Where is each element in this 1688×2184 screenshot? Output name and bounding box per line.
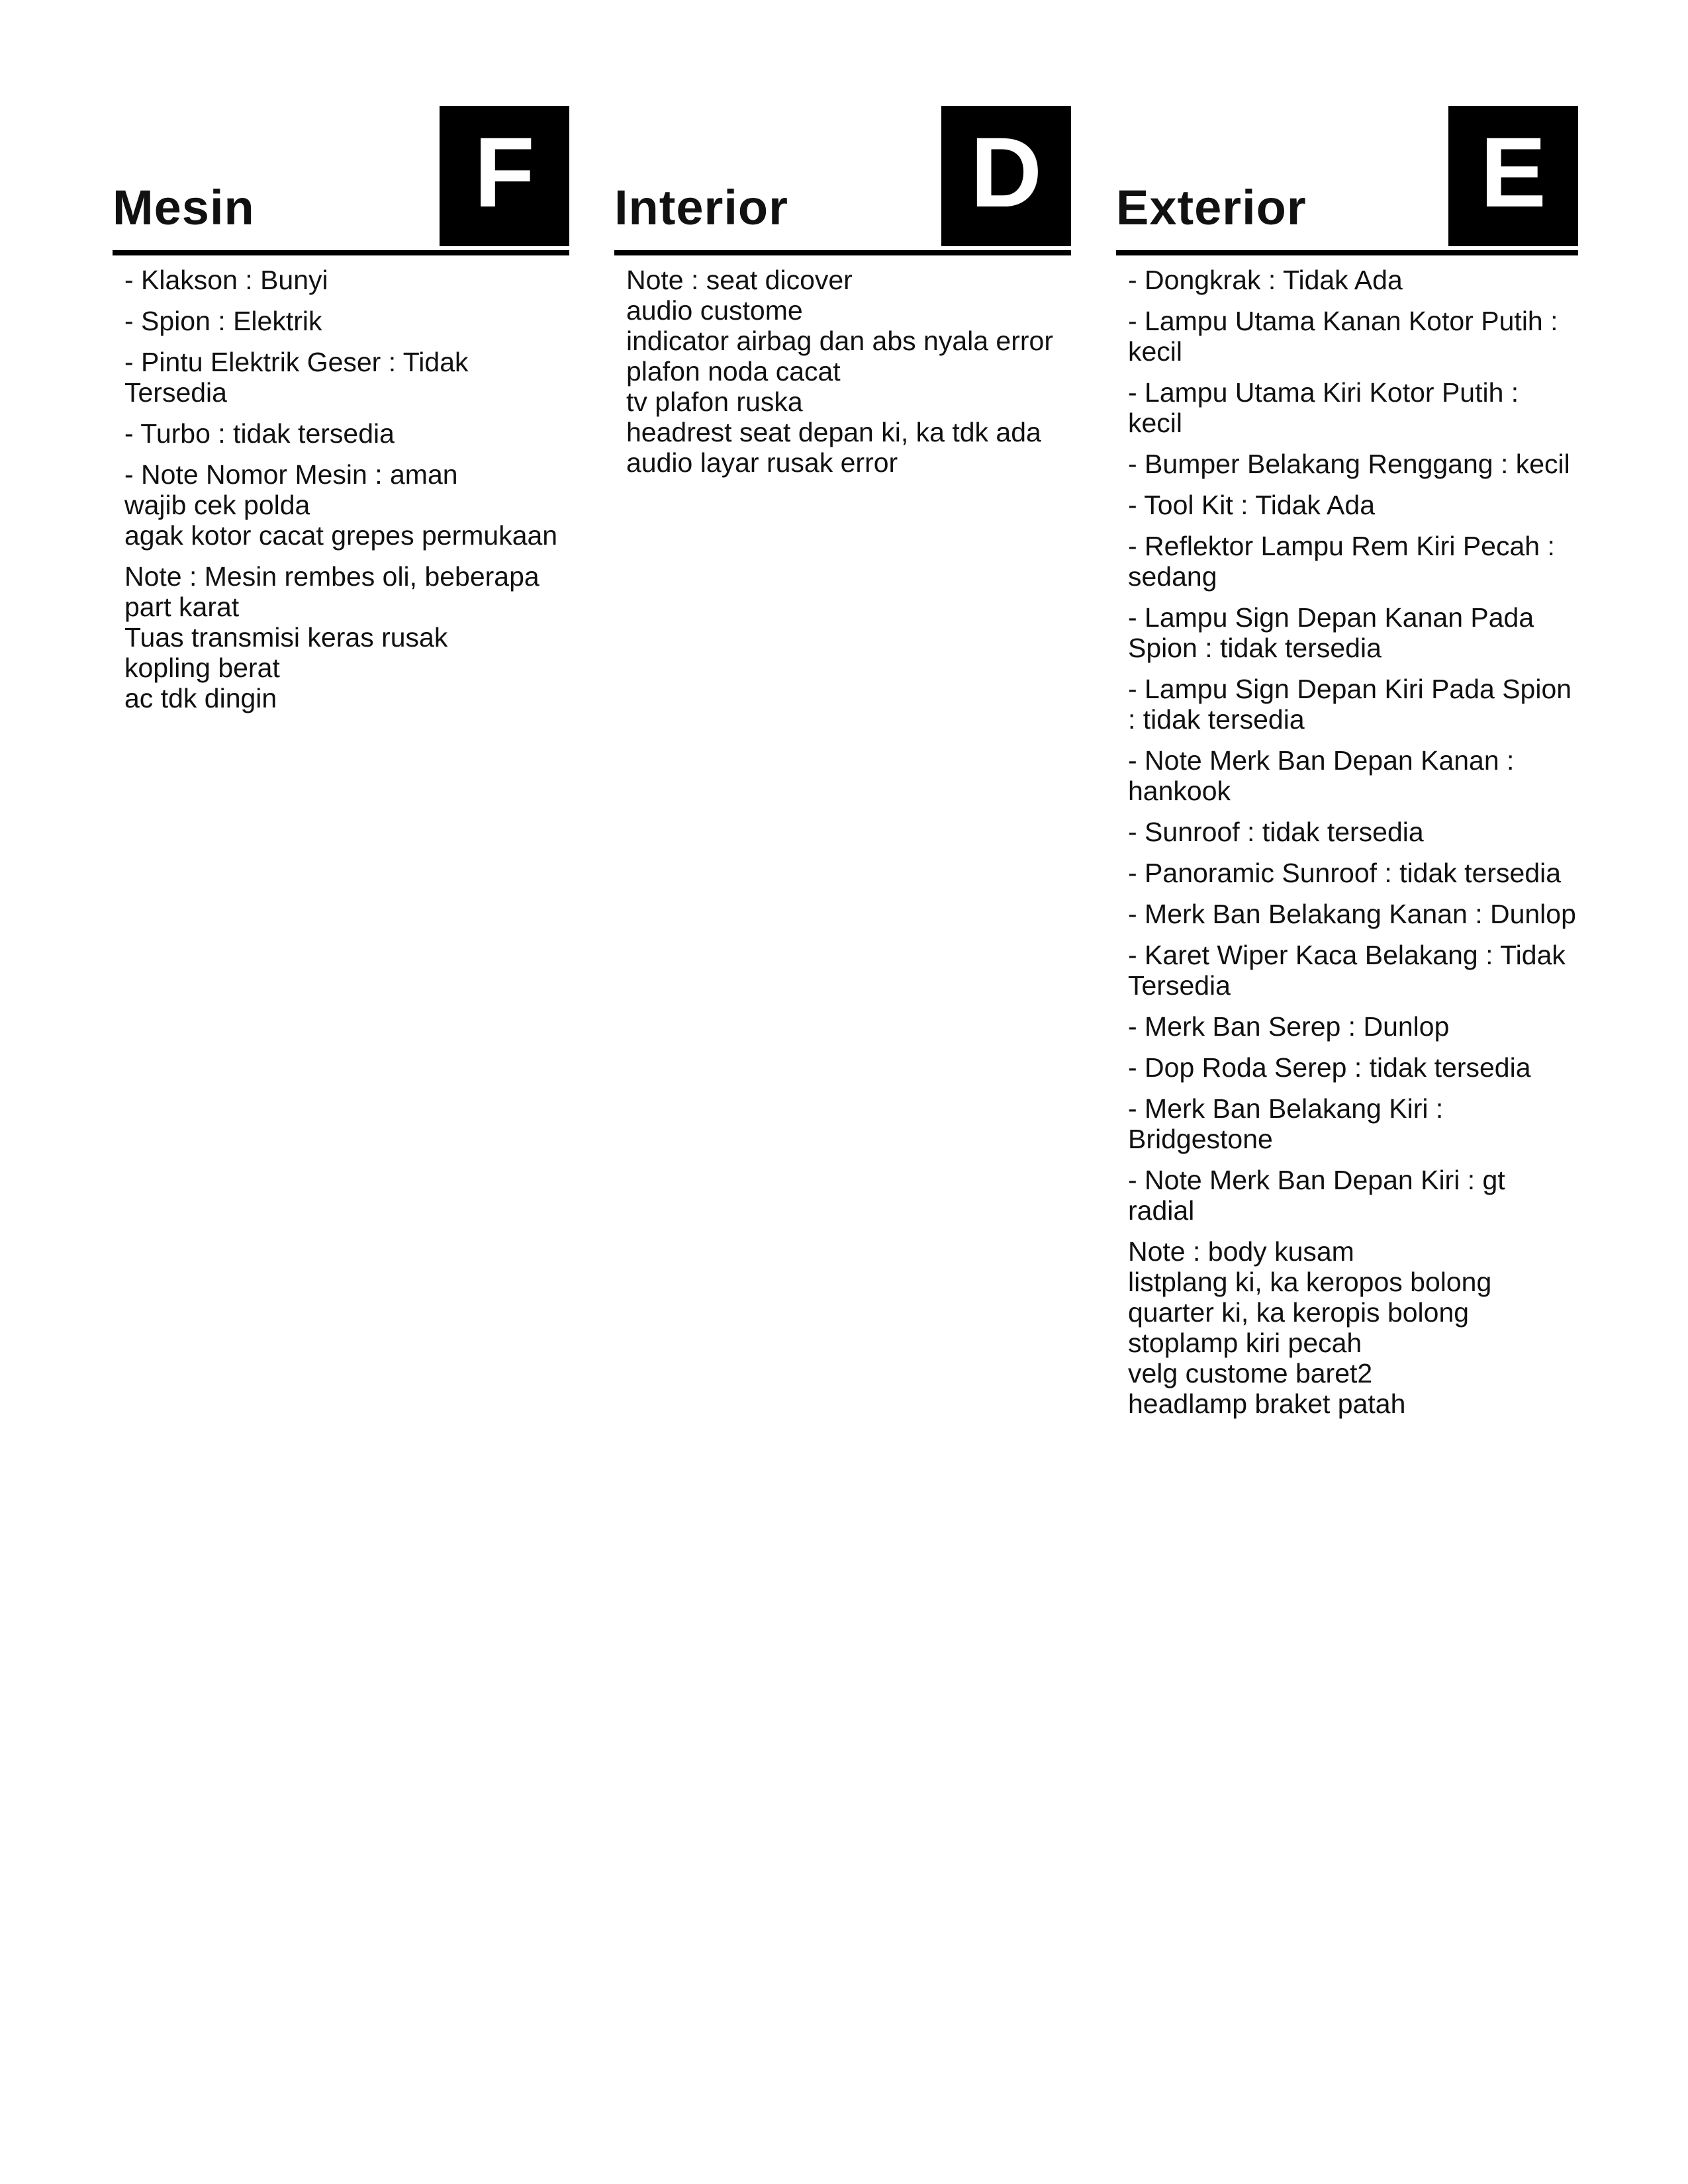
list-item: - Turbo : tidak tersedia (124, 418, 395, 449)
grade-badge-interior: D (941, 106, 1071, 246)
list-item: - Dop Roda Serep : tidak tersedia (1128, 1052, 1531, 1083)
note-item: Note : Mesin rembes oli, beberapa part karat Tuas transmisi keras rusak kopling berat ac tdk dingin (124, 561, 539, 713)
grade-badge-exterior: E (1448, 106, 1578, 246)
list-item: - Lampu Utama Kanan Kotor Putih : kecil (1128, 306, 1558, 367)
list-item: - Karet Wiper Kaca Belakang : Tidak Tersedia (1128, 940, 1566, 1001)
list-item: - Merk Ban Belakang Kiri : Bridgestone (1128, 1093, 1444, 1154)
item-list-exterior (1116, 255, 1578, 1419)
list-item: - Merk Ban Serep : Dunlop (1128, 1011, 1450, 1042)
list-item: - Klakson : Bunyi (124, 265, 328, 295)
list-item: - Lampu Utama Kiri Kotor Putih : kecil (1128, 377, 1519, 438)
list-item: - Lampu Sign Depan Kiri Pada Spion : tidak tersedia (1128, 674, 1572, 735)
list-item: - Tool Kit : Tidak Ada (1128, 490, 1376, 520)
list-item: - Spion : Elektrik (124, 306, 322, 336)
note-item: Note : seat dicover audio custome indicator airbag dan abs nyala error plafon noda cacat tv plafon ruska headrest seat depan ki, ka tdk ada audio layar rusak error (626, 265, 1053, 478)
section-header-exterior (1116, 106, 1578, 255)
section-header-interior (614, 106, 1071, 255)
section-title-interior: Interior (614, 180, 788, 235)
list-item: - Reflektor Lampu Rem Kiri Pecah : sedang (1128, 531, 1555, 592)
list-item: - Dongkrak : Tidak Ada (1128, 265, 1403, 295)
section-title-exterior: Exterior (1116, 180, 1307, 235)
list-item: - Bumper Belakang Renggang : kecil (1128, 449, 1570, 479)
item-list-interior (614, 255, 1071, 478)
section-header-mesin (113, 106, 569, 255)
section-mesin (113, 106, 569, 724)
section-exterior (1116, 106, 1578, 1430)
section-title-mesin: Mesin (113, 180, 255, 235)
list-item: - Note Nomor Mesin : aman wajib cek polda agak kotor cacat grepes permukaan (124, 459, 558, 551)
list-item: - Panoramic Sunroof : tidak tersedia (1128, 858, 1562, 888)
list-item: - Sunroof : tidak tersedia (1128, 817, 1424, 847)
list-item: - Note Merk Ban Depan Kanan : hankook (1128, 745, 1515, 806)
list-item: - Note Merk Ban Depan Kiri : gt radial (1128, 1165, 1505, 1226)
list-item: - Lampu Sign Depan Kanan Pada Spion : tidak tersedia (1128, 602, 1534, 663)
grade-badge-mesin: F (440, 106, 569, 246)
list-item: - Merk Ban Belakang Kanan : Dunlop (1128, 899, 1576, 929)
section-interior (614, 106, 1071, 488)
note-item: Note : body kusam listplang ki, ka keropos bolong quarter ki, ka keropis bolong stoplamp kiri pecah velg custome baret2 headlamp braket patah (1128, 1236, 1492, 1419)
item-list-mesin (113, 255, 569, 713)
list-item: - Pintu Elektrik Geser : Tidak Tersedia (124, 347, 469, 408)
